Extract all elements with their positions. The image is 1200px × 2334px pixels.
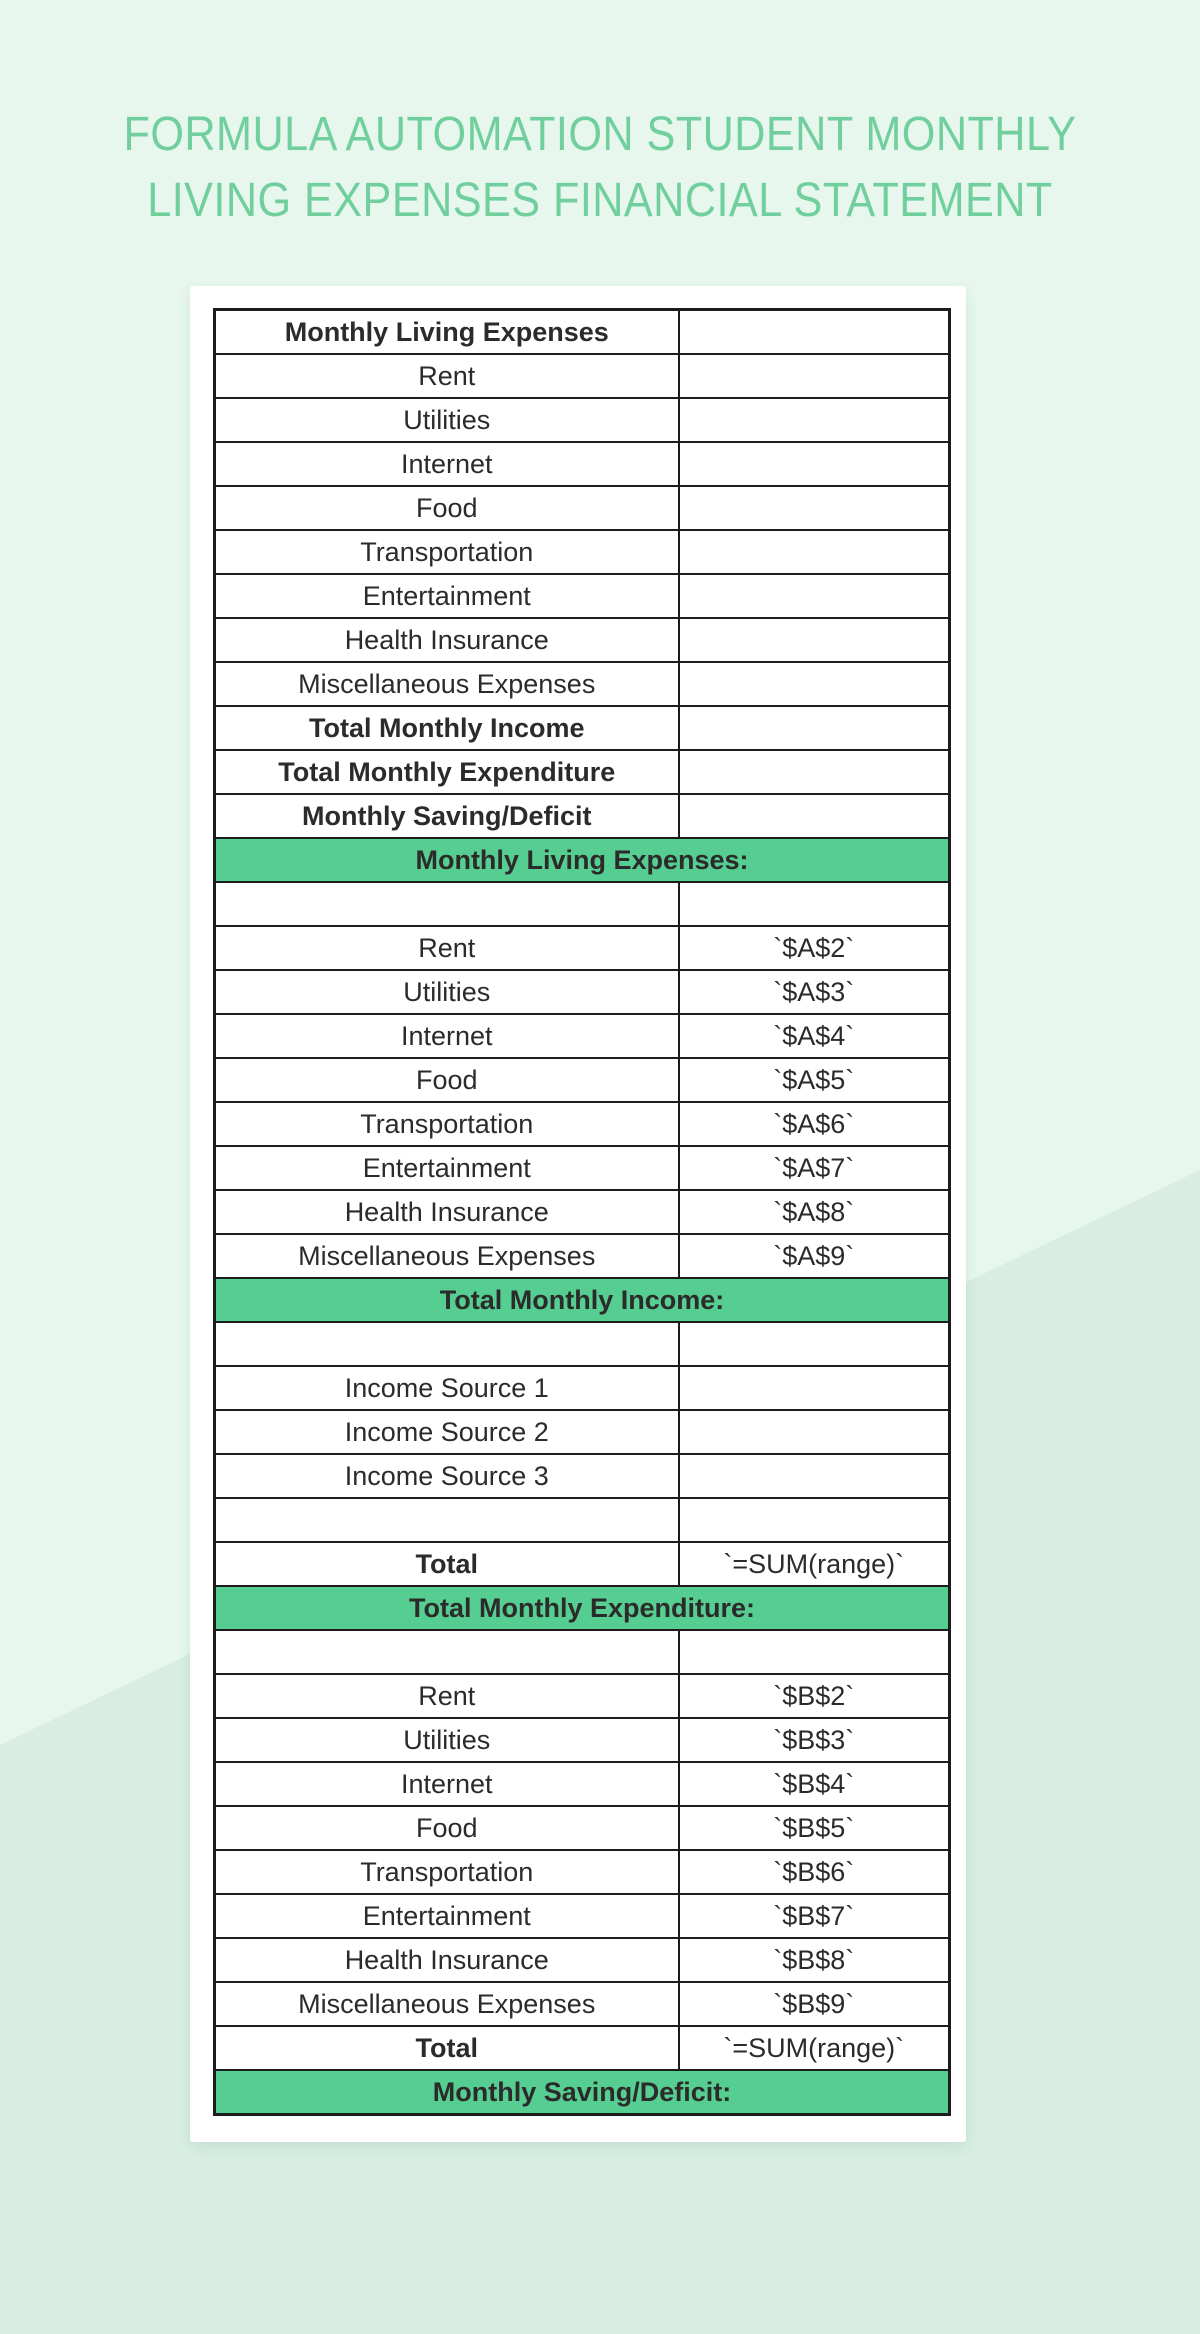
- page-title-line-1: FORMULA AUTOMATION STUDENT MONTHLY: [123, 108, 1077, 161]
- table-row: [215, 1146, 950, 1190]
- row-label-cell: Internet: [215, 1762, 679, 1806]
- blank-row: [215, 1322, 950, 1366]
- section-header-label: Total Monthly Income:: [215, 1278, 950, 1322]
- row-label-cell: [215, 1498, 679, 1542]
- row-value-cell: [679, 794, 950, 838]
- table-row: [215, 1234, 950, 1278]
- table-row: [215, 574, 950, 618]
- blank-row: [215, 882, 950, 926]
- row-value-cell: `$A$4`: [679, 1014, 950, 1058]
- row-value-cell: [679, 618, 950, 662]
- table-row: [215, 1454, 950, 1498]
- row-value-cell: [679, 1366, 950, 1410]
- table-row: [215, 1542, 950, 1586]
- row-value-cell: [679, 442, 950, 486]
- row-value-cell: `$A$5`: [679, 1058, 950, 1102]
- row-value-cell: [679, 662, 950, 706]
- table-row: [215, 1938, 950, 1982]
- table-row: [215, 1850, 950, 1894]
- row-label-cell: Income Source 1: [215, 1366, 679, 1410]
- row-value-cell: `$A$7`: [679, 1146, 950, 1190]
- table-row: [215, 706, 950, 750]
- blank-row: [215, 1498, 950, 1542]
- row-label-cell: Income Source 3: [215, 1454, 679, 1498]
- row-value-cell: [679, 398, 950, 442]
- row-value-cell: `$B$3`: [679, 1718, 950, 1762]
- table-row: [215, 1718, 950, 1762]
- row-value-cell: [679, 706, 950, 750]
- row-label-cell: Total: [215, 2026, 679, 2070]
- row-value-cell: [679, 530, 950, 574]
- blank-row: [215, 1630, 950, 1674]
- section-header-label: Monthly Living Expenses:: [215, 838, 950, 882]
- row-value-cell: [679, 1498, 950, 1542]
- row-label-cell: Rent: [215, 354, 679, 398]
- row-label-cell: Miscellaneous Expenses: [215, 1982, 679, 2026]
- table-row: [215, 1806, 950, 1850]
- table-row: [215, 2026, 950, 2070]
- row-label-cell: Transportation: [215, 530, 679, 574]
- row-label-cell: Health Insurance: [215, 1190, 679, 1234]
- row-value-cell: [679, 882, 950, 926]
- row-value-cell: `$B$2`: [679, 1674, 950, 1718]
- row-value-cell: `$B$5`: [679, 1806, 950, 1850]
- table-row: [215, 1410, 950, 1454]
- table-row: [215, 662, 950, 706]
- row-value-cell: `$A$8`: [679, 1190, 950, 1234]
- row-value-cell: [679, 310, 950, 355]
- row-label-cell: Entertainment: [215, 574, 679, 618]
- row-label-cell: Rent: [215, 1674, 679, 1718]
- row-label-cell: [215, 1630, 679, 1674]
- table-row: [215, 1014, 950, 1058]
- page-title: [0, 102, 1200, 234]
- row-label-cell: Monthly Saving/Deficit: [215, 794, 679, 838]
- row-label-cell: Miscellaneous Expenses: [215, 1234, 679, 1278]
- row-value-cell: [679, 574, 950, 618]
- row-label-cell: [215, 882, 679, 926]
- table-row: [215, 1982, 950, 2026]
- row-label-cell: Food: [215, 1058, 679, 1102]
- section-header-row: [215, 2070, 950, 2115]
- row-label-cell: Health Insurance: [215, 618, 679, 662]
- row-label-cell: Total Monthly Income: [215, 706, 679, 750]
- row-label-cell: Transportation: [215, 1102, 679, 1146]
- section-header-row: [215, 838, 950, 882]
- row-value-cell: `=SUM(range)`: [679, 2026, 950, 2070]
- table-row: [215, 1058, 950, 1102]
- spreadsheet-card: [190, 286, 966, 2142]
- table-row: [215, 1190, 950, 1234]
- row-value-cell: `$A$2`: [679, 926, 950, 970]
- section-header-label: Monthly Saving/Deficit:: [215, 2070, 950, 2115]
- table-row: [215, 486, 950, 530]
- row-value-cell: `$A$9`: [679, 1234, 950, 1278]
- table-row: [215, 1366, 950, 1410]
- row-label-cell: Internet: [215, 442, 679, 486]
- table-row: [215, 310, 950, 355]
- table-row: [215, 1674, 950, 1718]
- row-value-cell: [679, 750, 950, 794]
- row-label-cell: Health Insurance: [215, 1938, 679, 1982]
- row-value-cell: [679, 1630, 950, 1674]
- row-label-cell: Entertainment: [215, 1894, 679, 1938]
- table-row: [215, 750, 950, 794]
- table-row: [215, 926, 950, 970]
- row-label-cell: Miscellaneous Expenses: [215, 662, 679, 706]
- row-label-cell: Utilities: [215, 398, 679, 442]
- page-title-line-2: LIVING EXPENSES FINANCIAL STATEMENT: [147, 174, 1053, 227]
- row-label-cell: Entertainment: [215, 1146, 679, 1190]
- row-label-cell: Income Source 2: [215, 1410, 679, 1454]
- row-value-cell: `=SUM(range)`: [679, 1542, 950, 1586]
- section-header-label: Total Monthly Expenditure:: [215, 1586, 950, 1630]
- table-row: [215, 530, 950, 574]
- row-value-cell: `$B$9`: [679, 1982, 950, 2026]
- row-label-cell: [215, 1322, 679, 1366]
- row-label-cell: Food: [215, 486, 679, 530]
- row-label-cell: Utilities: [215, 970, 679, 1014]
- row-value-cell: `$B$4`: [679, 1762, 950, 1806]
- table-row: [215, 398, 950, 442]
- row-value-cell: [679, 1410, 950, 1454]
- row-value-cell: [679, 486, 950, 530]
- table-row: [215, 442, 950, 486]
- row-label-cell: Utilities: [215, 1718, 679, 1762]
- table-row: [215, 354, 950, 398]
- section-header-row: [215, 1586, 950, 1630]
- expenses-table: [213, 308, 951, 2116]
- row-label-cell: Total: [215, 1542, 679, 1586]
- row-label-cell: Food: [215, 1806, 679, 1850]
- row-label-cell: Internet: [215, 1014, 679, 1058]
- table-row: [215, 1762, 950, 1806]
- row-value-cell: `$A$3`: [679, 970, 950, 1014]
- row-value-cell: `$B$8`: [679, 1938, 950, 1982]
- table-row: [215, 1102, 950, 1146]
- row-value-cell: `$A$6`: [679, 1102, 950, 1146]
- row-label-cell: Monthly Living Expenses: [215, 310, 679, 355]
- section-header-row: [215, 1278, 950, 1322]
- row-label-cell: Transportation: [215, 1850, 679, 1894]
- row-value-cell: `$B$7`: [679, 1894, 950, 1938]
- row-value-cell: [679, 1454, 950, 1498]
- row-value-cell: [679, 354, 950, 398]
- table-row: [215, 970, 950, 1014]
- table-row: [215, 794, 950, 838]
- row-label-cell: Rent: [215, 926, 679, 970]
- row-label-cell: Total Monthly Expenditure: [215, 750, 679, 794]
- row-value-cell: `$B$6`: [679, 1850, 950, 1894]
- row-value-cell: [679, 1322, 950, 1366]
- table-row: [215, 618, 950, 662]
- table-row: [215, 1894, 950, 1938]
